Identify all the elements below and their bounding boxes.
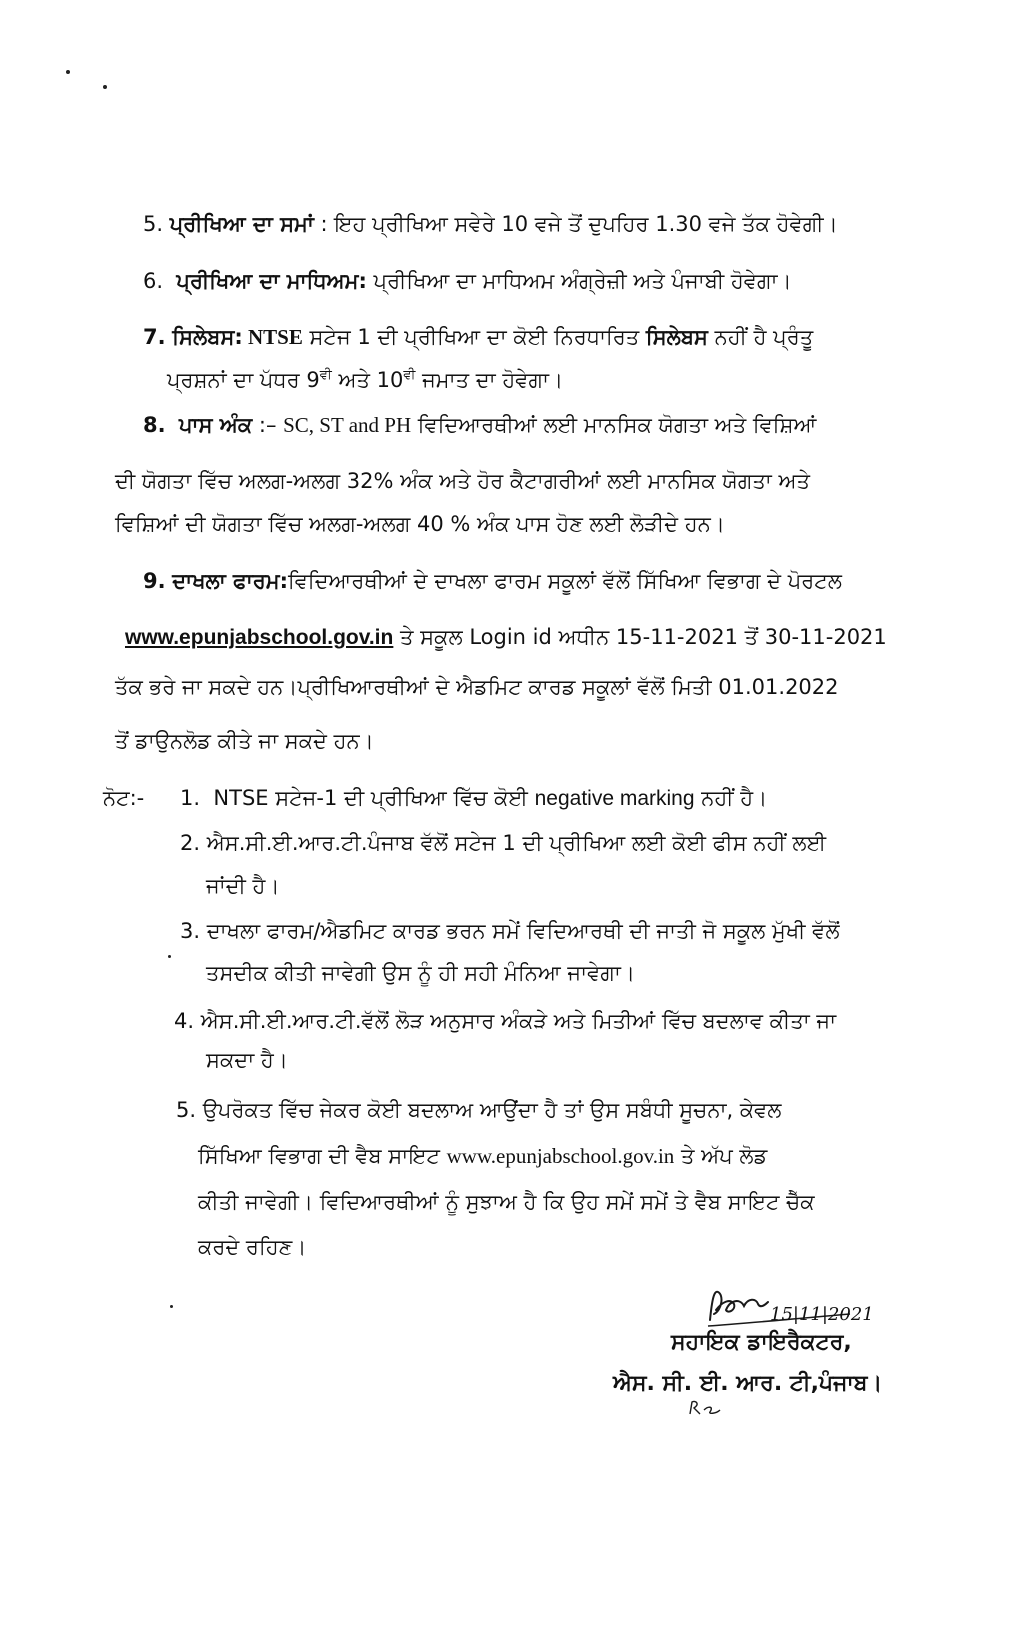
item-7-line-2: ਪ੍ਰਸ਼ਨਾਂ ਦਾ ਪੱਧਰ $9^{ਵੀ}$ ਅਤੇ $10^{ਵੀ}$ ਜਮਾਤ ਦਾ ਹੋਵੇਗਾ। — [167, 368, 564, 392]
item-6 — [143, 268, 792, 294]
item-5-text: : ਇਹ ਪ੍ਰੀਖਿਆ ਸਵੇਰੇ 10 ਵਜੇ ਤੋਂ ਦੁਪਹਿਰ 1.30 ਵਜੇ ਤੱਕ ਹੋਵੇਗੀ। — [313, 212, 838, 236]
item-9-line-1: 9. ਦਾਖਲਾ ਫਾਰਮ:ਵਿਦਿਆਰਥੀਆਂ ਦੇ ਦਾਖਲਾ ਫਾਰਮ ਸਕੂਲਾਂ ਵੱਲੋਂ ਸਿੱਖਿਆ ਵਿਭਾਗ ਦੇ ਪੋਰਟਲ — [143, 569, 842, 593]
item-5-heading: ਪ੍ਰੀਖਿਆ ਦਾ ਸਮਾਂ — [169, 212, 314, 236]
item-8-heading: ਪਾਸ ਅੰਕ — [178, 413, 253, 437]
note-4-line-2: ਸਕਦਾ ਹੈ। — [206, 1048, 288, 1072]
item-9-number: 9. — [143, 569, 166, 593]
note-4-line-1: 4. ਐਸ.ਸੀ.ਈ.ਆਰ.ਟੀ.ਵੱਲੋਂ ਲੋੜ ਅਨੁਸਾਰ ਅੰਕੜੇ ਅਤੇ ਮਿਤੀਆਂ ਵਿੱਚ ਬਦਲਾਵ ਕੀਤਾ ਜਾ — [174, 1009, 837, 1033]
signatory-office: ਐਸ. ਸੀ. ਈ. ਆਰ. ਟੀ,ਪੰਜਾਬ। — [613, 1371, 883, 1396]
item-7-ntse: NTSE — [242, 325, 303, 349]
note-2-line-1: 2. ਐਸ.ਸੀ.ਈ.ਆਰ.ਟੀ.ਪੰਜਾਬ ਵੱਲੋਂ ਸਟੇਜ 1 ਦੀ ਪ੍ਰੀਖਿਆ ਲਈ ਕੋਈ ਫੀਸ ਨਹੀਂ ਲਈ — [180, 831, 827, 855]
note-5-line-2: ਸਿੱਖਿਆ ਵਿਭਾਗ ਦੀ ਵੈਬ ਸਾਇਟ www.epunjabschool.gov.in ਤੇ ਅੱਪ ਲੋਡ — [198, 1144, 768, 1168]
scan-speck — [66, 70, 70, 74]
portal-link[interactable]: www.epunjabschool.gov.in — [125, 626, 394, 649]
item-7-heading: ਸਿਲੇਬਸ: — [172, 325, 243, 349]
website-link[interactable]: www.epunjabschool.gov.in — [446, 1144, 675, 1168]
item-7-bold-word: ਸਿਲੇਬਸ — [645, 325, 708, 349]
scan-speck — [103, 85, 107, 89]
initials-mark — [686, 1398, 726, 1418]
note-2-line-2: ਜਾਂਦੀ ਹੈ। — [206, 874, 280, 898]
scan-speck — [170, 1305, 173, 1308]
note-5-line-4: ਕਰਦੇ ਰਹਿਣ। — [198, 1235, 307, 1259]
item-8-line-3: ਵਿਸ਼ਿਆਂ ਦੀ ਯੋਗਤਾ ਵਿੱਚ ਅਲਗ-ਅਲਗ 40 % ਅੰਕ ਪਾਸ ਹੋਣ ਲਈ ਲੋੜੀਦੇ ਹਨ। — [115, 512, 725, 536]
signature-date: 15|11|2021 — [770, 1304, 874, 1325]
item-5-number: 5. — [143, 212, 164, 236]
scan-speck — [168, 955, 171, 958]
item-5 — [143, 211, 838, 237]
item-7-number: 7. — [143, 325, 166, 349]
item-9-heading: ਦਾਖਲਾ ਫਾਰਮ: — [172, 569, 288, 593]
item-6-heading: ਪ੍ਰੀਖਿਆ ਦਾ ਮਾਧਿਅਮ: — [176, 269, 367, 293]
item-9-line-3: ਤੱਕ ਭਰੇ ਜਾ ਸਕਦੇ ਹਨ।ਪ੍ਰੀਖਿਆਰਥੀਆਂ ਦੇ ਐਡਮਿਟ ਕਾਰਡ ਸਕੂਲਾਂ ਵੱਲੋਂ ਮਿਤੀ 01.01.2022 — [115, 675, 839, 699]
note-label: ਨੋਟ:- — [103, 786, 145, 810]
note-3-line-2: ਤਸਦੀਕ ਕੀਤੀ ਜਾਵੇਗੀ ਉਸ ਨੂੰ ਹੀ ਸਹੀ ਮੰਨਿਆ ਜਾਵੇਗਾ। — [206, 961, 636, 985]
signatory-designation: ਸਹਾਇਕ ਡਾਇਰੈਕਟਰ, — [671, 1330, 852, 1355]
note-5-line-1: 5. ਉਪਰੋਕਤ ਵਿੱਚ ਜੇਕਰ ਕੋਈ ਬਦਲਾਅ ਆਉਂਦਾ ਹੈ ਤਾਂ ਉਸ ਸਬੰਧੀ ਸੂਚਨਾ, ਕੇਵਲ — [176, 1098, 782, 1122]
item-8-line-2: ਦੀ ਯੋਗਤਾ ਵਿੱਚ ਅਲਗ-ਅਲਗ 32% ਅੰਕ ਅਤੇ ਹੋਰ ਕੈਟਾਗਰੀਆਂ ਲਈ ਮਾਨਸਿਕ ਯੋਗਤਾ ਅਤੇ — [115, 469, 810, 493]
item-6-number: 6. — [143, 269, 164, 293]
note-1: 1. NTSE ਸਟੇਜ-1 ਦੀ ਪ੍ਰੀਖਿਆ ਵਿੱਚ ਕੋਈ negative marking ਨਹੀਂ ਹੈ। — [180, 786, 768, 810]
item-8-line-1: 8. ਪਾਸ ਅੰਕ :– SC, ST and PH ਵਿਦਿਆਰਥੀਆਂ ਲਈ ਮਾਨਸਿਕ ਯੋਗਤਾ ਅਤੇ ਵਿਸ਼ਿਆਂ — [143, 413, 817, 437]
note-5-line-3: ਕੀਤੀ ਜਾਵੇਗੀ। ਵਿਦਿਆਰਥੀਆਂ ਨੂੰ ਸੁਝਾਅ ਹੈ ਕਿ ਉਹ ਸਮੇਂ ਸਮੇਂ ਤੇ ਵੈਬ ਸਾਇਟ ਚੈੱਕ — [198, 1190, 815, 1214]
item-9-line-2: www.epunjabschool.gov.in ਤੇ ਸਕੂਲ Login id ਅਧੀਨ 15-11-2021 ਤੋਂ 30-11-2021 — [125, 625, 887, 649]
item-9-line-4: ਤੋਂ ਡਾਉਨਲੋਡ ਕੀਤੇ ਜਾ ਸਕਦੇ ਹਨ। — [115, 729, 374, 753]
item-7-text-a: ਸਟੇਜ 1 ਦੀ ਪ੍ਰੀਖਿਆ ਦਾ ਕੋਈ ਨਿਰਧਾਰਿਤ — [302, 325, 646, 349]
note-3-line-1: 3. ਦਾਖਲਾ ਫਾਰਮ/ਐਡਮਿਟ ਕਾਰਡ ਭਰਨ ਸਮੇਂ ਵਿਦਿਆਰਥੀ ਦੀ ਜਾਤੀ ਜੋ ਸਕੂਲ ਮੁੱਖੀ ਵੱਲੋਂ — [180, 919, 840, 943]
item-8-number: 8. — [143, 413, 166, 437]
item-7-text-b: ਨਹੀਂ ਹੈ ਪ੍ਰੰਤੂ — [707, 325, 814, 349]
item-6-text: ਪ੍ਰੀਖਿਆ ਦਾ ਮਾਧਿਅਮ ਅੰਗ੍ਰੇਜ਼ੀ ਅਤੇ ਪੰਜਾਬੀ ਹੋਵੇਗਾ। — [366, 269, 792, 293]
item-7-line-1 — [143, 324, 813, 350]
